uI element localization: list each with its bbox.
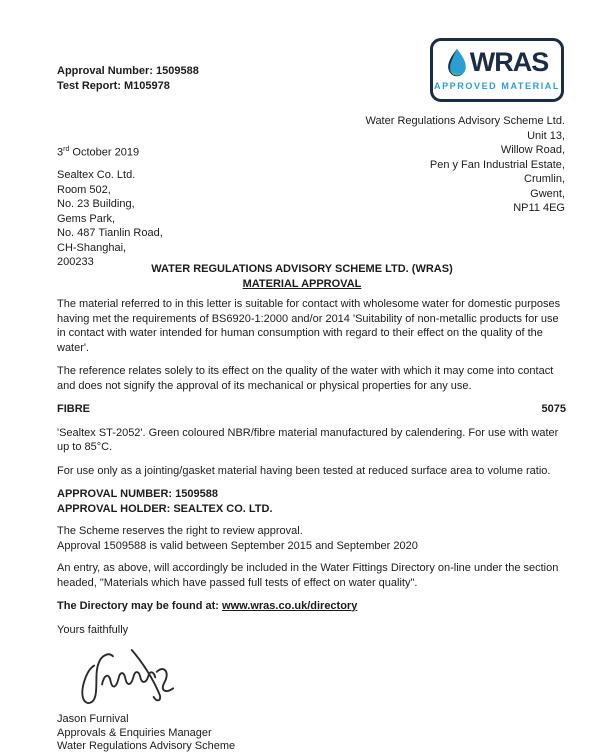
signatory-org: Water Regulations Advisory Scheme	[57, 740, 236, 753]
recipient-address-line: No. 23 Building,	[57, 198, 135, 210]
material-description: 'Sealtex ST-2052'. Green coloured NBR/fibre material manufactured by calendering. For use with water up to 85°C.	[57, 426, 559, 454]
approval-number-detail: APPROVAL NUMBER: 1509588	[57, 488, 218, 501]
approval-number-line: Approval Number: 1509588	[57, 65, 199, 77]
approval-details	[57, 487, 566, 516]
sender-address-line: NP11 4EG	[513, 202, 565, 214]
sender-address-line: Gwent,	[530, 187, 565, 200]
date-rest: October 2019	[69, 146, 140, 159]
date-day: 3	[57, 146, 64, 159]
sender-address-line: Willow Road,	[500, 144, 565, 156]
date-ordinal-suffix: rd	[63, 146, 70, 153]
review-note: The Scheme reserves the right to review approval.	[57, 525, 303, 538]
paragraph-suitability: The material referred to in this letter is suitable for contact with wholesome water for domestic purposes having met the requirements of BS6920-1:2000 and/or 2014 'Suitability of non-metallic products for use in contact with water intended for human consumption with regard to their effect on the quality of the water'.	[57, 298, 561, 354]
validity-details	[57, 524, 566, 553]
recipient-address-line: Sealtex Co. Ltd.	[57, 169, 136, 181]
test-report-line: Test Report: M105978	[57, 79, 170, 92]
letter-title	[0, 262, 604, 292]
recipient-address-line: No. 487 Tianlin Road,	[57, 227, 163, 239]
letter-date	[57, 146, 139, 159]
recipient-address-line: CH-Shanghai,	[57, 241, 127, 254]
logo-row	[433, 46, 561, 78]
signatory-name: Jason Furnival	[57, 713, 129, 726]
recipient-address-line: Room 502,	[57, 183, 111, 196]
sender-address-line: Unit 13,	[527, 129, 565, 142]
paragraph-reference-scope: The reference relates solely to its effect on the quality of the water with which it may come into contact and does not signify the approval of its mechanical or physical properties for any use.	[57, 365, 554, 392]
wras-approved-material-logo	[430, 38, 564, 102]
directory-link-line	[57, 600, 566, 612]
signatory-block	[57, 713, 566, 754]
material-name: FIBRE	[57, 402, 90, 415]
validity-note: Approval 1509588 is valid between September 2015 and September 2020	[57, 539, 418, 552]
recipient-address-line: Gems Park,	[57, 212, 116, 225]
handwritten-signature	[63, 639, 213, 711]
recipient-address	[57, 168, 163, 270]
approval-header	[57, 64, 199, 93]
directory-label: The Directory may be found at:	[57, 599, 223, 612]
water-drop-icon	[446, 48, 468, 77]
approval-holder-detail: APPROVAL HOLDER: SEALTEX CO. LTD.	[57, 502, 273, 515]
sender-address-line: Pen y Fan Industrial Estate,	[429, 158, 565, 171]
title-line-1: WATER REGULATIONS ADVISORY SCHEME LTD. (WRAS)	[151, 263, 453, 275]
usage-note: For use only as a jointing/gasket material having been tested at reduced surface area to volume ratio.	[57, 464, 551, 477]
recipient-address-line: 200233	[57, 256, 94, 268]
material-code: 5075	[541, 402, 566, 415]
directory-url-link[interactable]: www.wras.co.uk/directory	[222, 599, 358, 612]
material-heading-row	[57, 403, 566, 415]
logo-tagline: APPROVED MATERIAL	[433, 81, 561, 91]
signatory-title: Approvals & Enquiries Manager	[57, 726, 212, 739]
sender-address-line: Water Regulations Advisory Scheme Ltd.	[365, 115, 565, 127]
directory-entry-note: An entry, as above, will accordingly be included in the Water Fittings Directory on-line under the section headed, "Materials which have passed full tests of effect on water quality".	[57, 562, 559, 589]
closing-salutation: Yours faithfully	[57, 623, 129, 636]
sender-address-line: Crumlin,	[524, 173, 565, 185]
title-line-2: MATERIAL APPROVAL	[242, 278, 362, 290]
logo-brand-text: WRAS	[469, 46, 549, 77]
letter-body	[57, 297, 566, 754]
sender-address	[365, 114, 565, 216]
